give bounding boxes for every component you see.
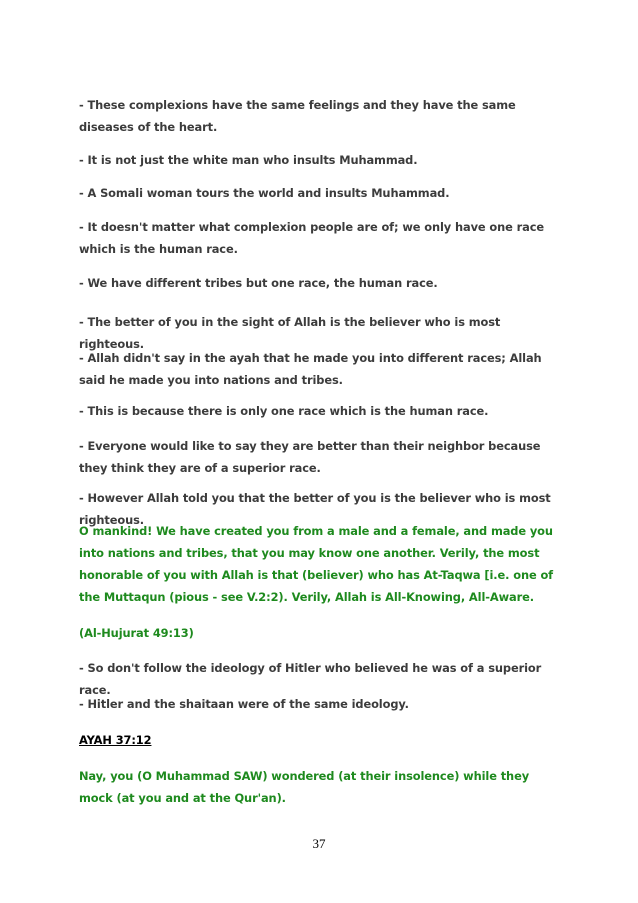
quran-verse-49-13: O mankind! We have created you from a male and a female, and made you into nations and tribes, that you may know one another. Verily, the most honorable of you with Allah is that (believer) who has At-Taqwa [i.e. one of the Muttaqun (pious - see V.2:2). Verily, Allah is All-Knowing, All-Aware. xyxy=(79,524,554,604)
paragraph-nations-and-tribes: - Allah didn't say in the ayah that he made you into different races; Allah said he made you into nations and tribes. xyxy=(79,351,542,387)
page-number: 37 xyxy=(312,836,326,851)
paragraph-one-race: - It doesn't matter what complexion people are of; we only have one race which is the human race. xyxy=(79,220,545,256)
paragraph-only-one-race: - This is because there is only one race which is the human race. xyxy=(79,404,489,418)
quran-verse-37-12: Nay, you (O Muhammad SAW) wondered (at their insolence) while they mock (at you and at the Qur'an). xyxy=(79,769,530,805)
paragraph-somali-woman: - A Somali woman tours the world and insults Muhammad. xyxy=(79,186,450,200)
paragraph-superior-race-neighbor: - Everyone would like to say they are better than their neighbor because they think they are of a superior race. xyxy=(79,439,541,475)
section-heading-ayah-37-12: AYAH 37:12 xyxy=(79,733,152,747)
paragraph-hitler-shaitaan: - Hitler and the shaitaan were of the same ideology. xyxy=(79,697,409,711)
paragraph-most-righteous: - However Allah told you that the better of you is the believer who is most righteous. xyxy=(79,491,551,527)
paragraph-white-man-insults: - It is not just the white man who insults Muhammad. xyxy=(79,153,418,167)
paragraph-better-of-you: - The better of you in the sight of Allah is the believer who is most righteous. xyxy=(79,315,501,351)
paragraph-different-tribes: - We have different tribes but one race, the human race. xyxy=(79,276,438,290)
verse-reference-49-13: (Al-Hujurat 49:13) xyxy=(79,626,194,640)
paragraph-complexions-feelings: - These complexions have the same feelings and they have the same diseases of the heart. xyxy=(79,98,516,134)
paragraph-hitler-ideology: - So don't follow the ideology of Hitler who believed he was of a superior race. xyxy=(79,661,542,697)
